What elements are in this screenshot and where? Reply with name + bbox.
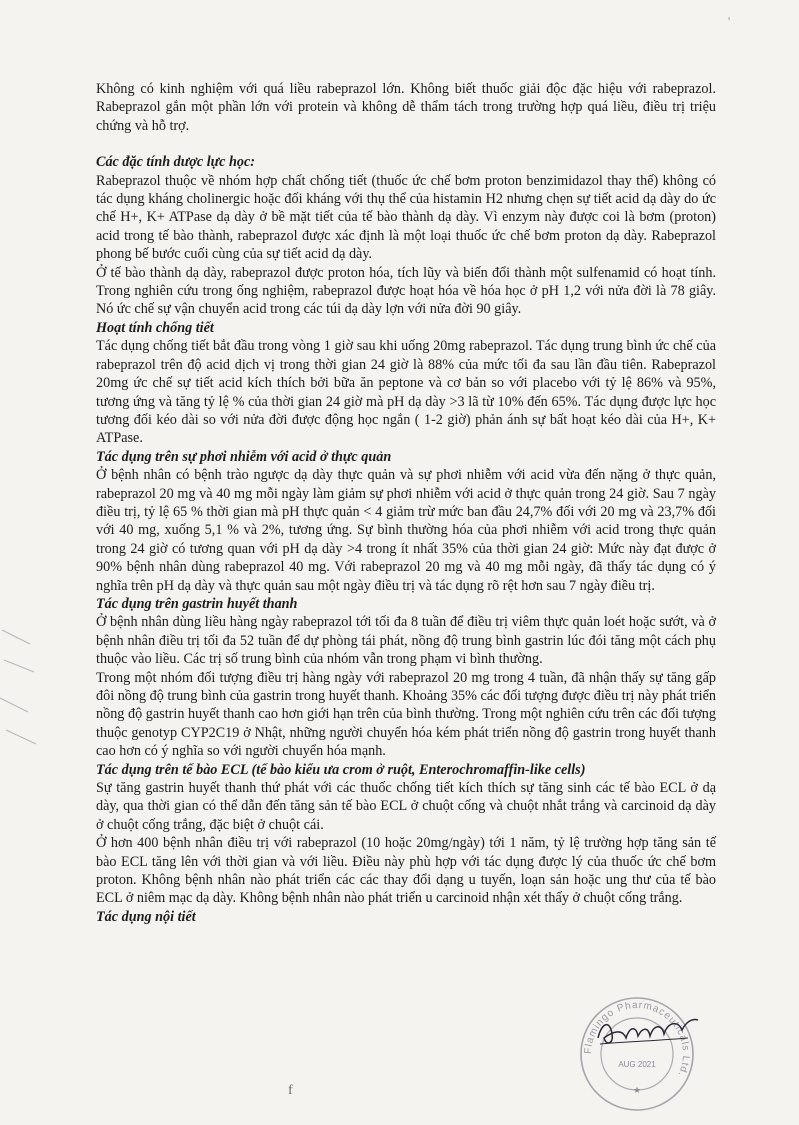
gastrin-paragraph-2: Trong một nhóm đối tượng điều trị hàng ngày với rabeprazol 20 mg trong 4 tuần, đã nhận thấy sự tăng gấp đôi nồng độ trung bình của gastrin trong huyết thanh. Khoảng 35% các đối tượng được điều trị này phát triển nồng độ gastrin huyết thanh cao hơn giới hạn trên của bình thường. Trong một nghiên cứu trên các đối tượng thuộc genotyp CYP2C19 ở Nhật, những người chuyển hóa kém phát triển nồng độ gastrin trong huyết thanh cao hơn có ý nghĩa so với người chuyển hóa mạnh.: [96, 669, 716, 760]
star-icon: ★: [632, 1086, 642, 1096]
scan-edge-marks: [0, 620, 40, 760]
ecl-heading: Tác dụng trên tế bào ECL (tế bào kiểu ưa crom ở ruột, Enterochromaffin-like cells): [96, 761, 586, 778]
stamp-ring-text: Flamingo Pharmaceuticals Ltd.: [582, 999, 692, 1079]
corner-mark: ': [728, 14, 731, 28]
ecl-paragraph-2: Ở hơn 400 bệnh nhân điều trị với rabeprazol (10 hoặc 20mg/ngày) tới 1 năm, tỷ lệ trường hợp tăng sản tế bào ECL tăng lên với thời gian và với liều. Điều này phù hợp với tác dụng được lý của thuốc ức chế bơm proton. Không bệnh nhân nào phát triển các các thay đổi dạng u tuyến, loạn sản hoặc ung thư của tế bào ECL ở niêm mạc dạ dày. Không bệnh nhân nào phát triển u carcinoid nhận xét thấy ở chuột cống trắng.: [96, 835, 716, 907]
stamp-date: AUG 2021: [618, 1060, 656, 1069]
gastrin-paragraph-1: Ở bệnh nhân dùng liều hàng ngày rabeprazol tới tối đa 8 tuần để điều trị viêm thực quản loét hoặc sướt, và ở bệnh nhân điều trị tối đa 52 tuần để dự phòng tái phát, nồng độ trung bình gastrin lúc đói tăng một cách phụ thuộc vào liều. Các trị số trung bình của nhóm vẫn trong phạm vi bình thường.: [96, 614, 716, 668]
endocrine-heading: Tác dụng nội tiết: [96, 908, 196, 925]
esophageal-heading: Tác dụng trên sự phơi nhiễm với acid ở thực quản: [96, 448, 392, 465]
antisecretory-paragraph: Tác dụng chống tiết bắt đầu trong vòng 1 giờ sau khi uống 20mg rabeprazol. Tác dụng trung bình ức chế của rabeprazol trên độ acid dịch vị trong thời gian 24 giờ là 88% của mức tối đa sau lần đầu tiên. Rabeprazol 20mg ức chế sự tiết acid kích thích bởi bữa ăn peptone và cơ bản so với placebo với tỷ lệ 86% và 95%, tương ứng và tăng tỷ lệ % của thời gian 24 giờ mà pH dạ dày >3 lã từ 10% đến 65%. Tác dụng được lực học tương đối kéo dài so với nửa đời được động học ngắn ( 1-2 giờ) phản ánh sự bất hoạt kéo dài của H+, K+ ATPase.: [96, 338, 716, 447]
footer-mark: f: [288, 1083, 293, 1098]
pharmacodynamics-heading: Các đặc tính dược lực học:: [96, 154, 255, 171]
signature: [592, 1008, 702, 1052]
ecl-paragraph-1: Sự tăng gastrin huyết thanh thứ phát với các thuốc chống tiết kích thích sự tăng sinh các tế bào ECL ở dạ dày, qua thời gian có thể dẫn đến tăng sản tế bào ECL ở chuột cống và chuột nhắt trắng và carcinoid dạ dày ở chuột cống trắng, đặc biệt ở chuột cái.: [96, 780, 716, 833]
document-body: [96, 80, 716, 926]
overdose-paragraph: Không có kinh nghiệm với quá liều rabeprazol lớn. Không biết thuốc giải độc đặc hiệu với rabeprazol. Rabeprazol gắn một phần lớn với protein và không dễ thẩm tách trong trường hợp quá liều, điều trị triệu chứng và hỗ trợ.: [96, 81, 716, 134]
antisecretory-heading: Hoạt tính chống tiết: [96, 319, 214, 336]
activation-paragraph: Ở tế bào thành dạ dày, rabeprazol được proton hóa, tích lũy và biến đổi thành một sulfenamid có hoạt tính. Trong nghiên cứu trong ống nghiệm, rabeprazol được hoạt hóa về hóa học ở pH 1,2 với nửa đời là 78 giây. Nó ức chế sự vận chuyển acid trong các túi dạ dày lợn với nửa đời 90 giây.: [96, 264, 716, 318]
esophageal-paragraph: Ở bệnh nhân có bệnh trào ngược dạ dày thực quản và sự phơi nhiễm với acid vừa đến nặng ở thực quản, rabeprazol 20 mg và 40 mg mỗi ngày làm giảm sự phơi nhiễm với acid ở thực quản trong 24 giờ. Sau 7 ngày điều trị, tỷ lệ 65 % thời gian mà pH thực quản < 4 giảm trừ mức ban đầu 24,7% đối với 20 mg và 23,7% đối với 40 mg, xuống 5,1 % và 2%, tương ứng. Sự bình thường hóa của phơi nhiễm với acid trong thực quản trong 24 giờ có tương quan với pH dạ dày >4 trong ít nhất 35% của thời gian 24 giờ: Mức này đạt được ở 90% bệnh nhân dùng rabeprazol 40 mg. Với rabeprazol 20 mg và 40 mg mỗi ngày, đã thấy tác dụng có ý nghĩa trên pH dạ dày và thực quản sau một ngày điều trị và tác dụng rõ rệt hơn sau 7 ngày điều trị.: [96, 467, 716, 594]
mechanism-paragraph: Rabeprazol thuộc về nhóm hợp chất chống tiết (thuốc ức chế bơm proton benzimidazol thay thế) không có tác dụng kháng cholinergic hoặc đối kháng với thụ thể của histamin H2 nhưng chẹn sự tiết acid dạ dày do ức chế H+, K+ ATPase dạ dày ở bề mặt tiết của tế bào thành dạ dày. Vì enzym này được coi là bơm (proton) acid trong tế bào thành, rabeprazol được xác định là một loại thuốc ức chế bơm proton dạ dày. Rabeprazol phong bế bước cuối cùng của sự tiết acid dạ dày.: [96, 172, 716, 263]
gastrin-heading: Tác dụng trên gastrin huyết thanh: [96, 595, 298, 612]
